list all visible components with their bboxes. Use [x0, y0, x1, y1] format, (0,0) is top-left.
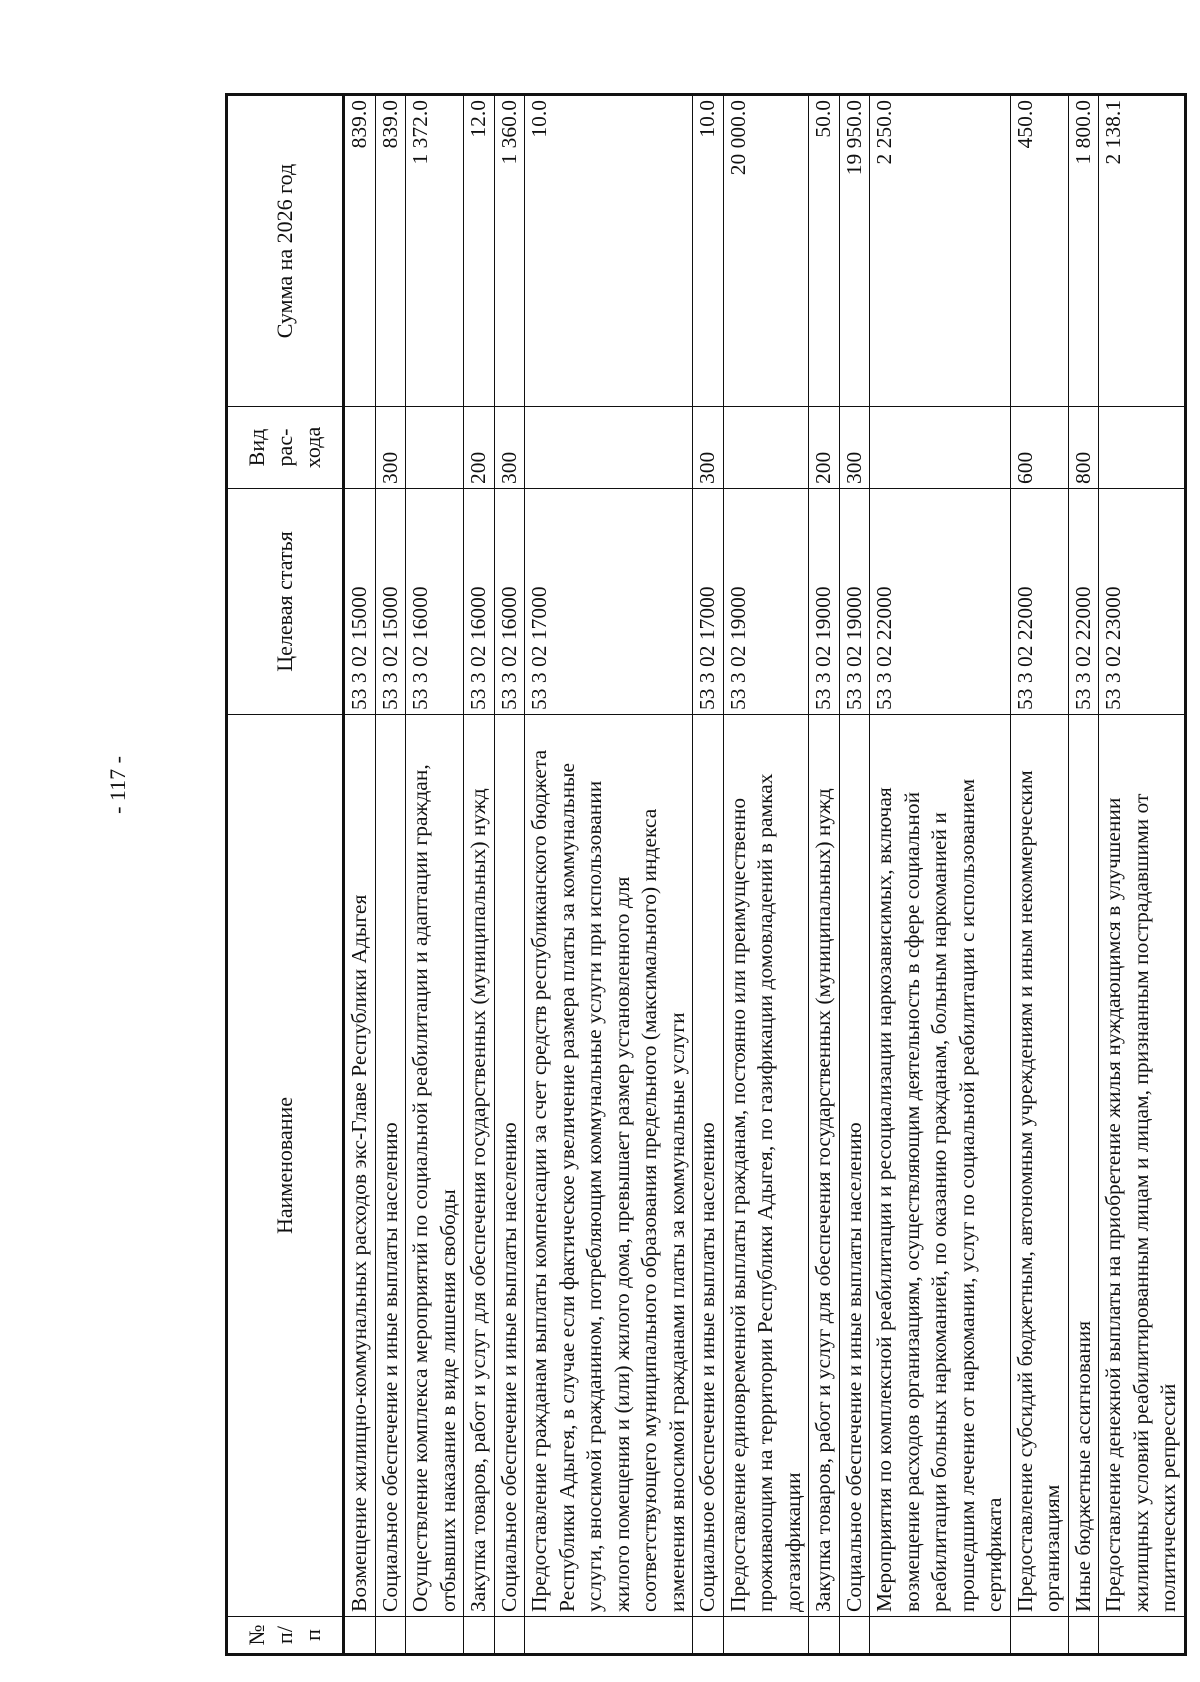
type-cell — [723, 407, 809, 489]
code-cell: 53 3 02 17000 — [693, 489, 724, 715]
name-cell: Осуществление комплекса мероприятий по социальной реабилитации и адаптации граждан, отбывших наказание в виде лишения свободы — [406, 715, 464, 1617]
type-cell: 300 — [693, 407, 724, 489]
code-cell: 53 3 02 19000 — [839, 489, 870, 715]
name-cell: Закупка товаров, работ и услуг для обеспечения государственных (муниципальных) нужд — [464, 715, 495, 1617]
code-cell: 53 3 02 23000 — [1099, 489, 1186, 715]
table-header-row — [227, 95, 344, 1655]
code-cell: 53 3 02 17000 — [525, 489, 693, 715]
type-cell — [344, 407, 376, 489]
num-cell — [494, 1617, 525, 1655]
table-row — [1068, 95, 1099, 1655]
code-cell: 53 3 02 19000 — [809, 489, 840, 715]
num-cell — [870, 1617, 1011, 1655]
table-row — [375, 95, 406, 1655]
name-cell: Предоставление денежной выплаты на приобретение жилья нуждающимся в улучшении жилищных условий реабилитированным лицам и лицам, признанным пострадавшими от политических репрессий — [1099, 715, 1186, 1617]
sum-cell: 1 372.0 — [406, 95, 464, 407]
name-cell: Мероприятия по комплексной реабилитации и ресоциализации наркозависимых, включая возмещение расходов организациям, осуществляющим деятельность в сфере социальной реабилитации больных наркоманией, по оказанию гражданам, больным наркоманией и прошедшим лечение от наркомании, услуг по социальной реабилитации с использованием сертификата — [870, 715, 1011, 1617]
code-cell: 53 3 02 22000 — [870, 489, 1011, 715]
header-num: № п/п — [227, 1617, 344, 1655]
type-cell — [870, 407, 1011, 489]
num-cell — [464, 1617, 495, 1655]
type-cell — [406, 407, 464, 489]
code-cell: 53 3 02 22000 — [1068, 489, 1099, 715]
name-cell: Закупка товаров, работ и услуг для обеспечения государственных (муниципальных) нужд — [809, 715, 840, 1617]
num-cell — [693, 1617, 724, 1655]
code-cell: 53 3 02 16000 — [406, 489, 464, 715]
code-cell: 53 3 02 15000 — [344, 489, 376, 715]
code-cell: 53 3 02 19000 — [723, 489, 809, 715]
type-cell: 300 — [375, 407, 406, 489]
sum-cell: 1 360.0 — [494, 95, 525, 407]
rotated-table-container — [225, 96, 1180, 1656]
sum-cell: 2 250.0 — [870, 95, 1011, 407]
type-cell: 300 — [839, 407, 870, 489]
type-cell: 200 — [464, 407, 495, 489]
sum-cell: 10.0 — [525, 95, 693, 407]
sum-cell: 12.0 — [464, 95, 495, 407]
sum-cell: 10.0 — [693, 95, 724, 407]
type-cell — [1099, 407, 1186, 489]
page-number: - 117 - — [105, 756, 130, 814]
code-cell: 53 3 02 15000 — [375, 489, 406, 715]
name-cell: Социальное обеспечение и иные выплаты населению — [494, 715, 525, 1617]
num-cell — [375, 1617, 406, 1655]
num-cell — [525, 1617, 693, 1655]
name-cell: Предоставление субсидий бюджетным, автономным учреждениям и иным некоммерческим организациям — [1010, 715, 1068, 1617]
table-row — [693, 95, 724, 1655]
num-cell — [344, 1617, 376, 1655]
name-cell: Иные бюджетные ассигнования — [1068, 715, 1099, 1617]
sum-cell: 20 000.0 — [723, 95, 809, 407]
type-cell — [525, 407, 693, 489]
header-code: Целевая статья — [227, 489, 344, 715]
table-row — [1099, 95, 1186, 1655]
num-cell — [1010, 1617, 1068, 1655]
type-cell: 600 — [1010, 407, 1068, 489]
sum-cell: 450.0 — [1010, 95, 1068, 407]
table-row — [525, 95, 693, 1655]
name-cell: Социальное обеспечение и иные выплаты населению — [839, 715, 870, 1617]
name-cell: Предоставление единовременной выплаты гражданам, постоянно или преимущественно проживающим на территории Республики Адыгея, по газификации домовладений в рамках догазификации — [723, 715, 809, 1617]
sum-cell: 19 950.0 — [839, 95, 870, 407]
sum-cell: 2 138.1 — [1099, 95, 1186, 407]
type-cell: 300 — [494, 407, 525, 489]
name-cell: Социальное обеспечение и иные выплаты населению — [693, 715, 724, 1617]
type-cell: 200 — [809, 407, 840, 489]
sum-cell: 50.0 — [809, 95, 840, 407]
num-cell — [809, 1617, 840, 1655]
sum-cell: 1 800.0 — [1068, 95, 1099, 407]
table-row — [344, 95, 376, 1655]
sum-cell: 839.0 — [375, 95, 406, 407]
name-cell: Социальное обеспечение и иные выплаты населению — [375, 715, 406, 1617]
code-cell: 53 3 02 16000 — [464, 489, 495, 715]
name-cell: Предоставление гражданам выплаты компенсации за счет средств республиканского бюджета Республики Адыгея, в случае если фактическое увеличение размера платы за коммунальные услуги, вносимой гражданином, потребляющим коммунальные услуги при использовании жилого помещения и (или) жилого дома, превышает размер установленного для соответствующего муниципального образования предельного (максимального) индекса изменения вносимой гражданами платы за коммунальные услуги — [525, 715, 693, 1617]
table-row — [406, 95, 464, 1655]
header-type: Вид рас-хода — [227, 407, 344, 489]
num-cell — [839, 1617, 870, 1655]
header-name: Наименование — [227, 715, 344, 1617]
sum-cell: 839.0 — [344, 95, 376, 407]
table-row — [464, 95, 495, 1655]
table-row — [839, 95, 870, 1655]
code-cell: 53 3 02 22000 — [1010, 489, 1068, 715]
table-row — [494, 95, 525, 1655]
budget-table — [225, 93, 1187, 1656]
num-cell — [406, 1617, 464, 1655]
name-cell: Возмещение жилищно-коммунальных расходов экс-Главе Республики Адыгея — [344, 715, 376, 1617]
table-row — [1010, 95, 1068, 1655]
type-cell: 800 — [1068, 407, 1099, 489]
num-cell — [723, 1617, 809, 1655]
table-row — [809, 95, 840, 1655]
num-cell — [1068, 1617, 1099, 1655]
num-cell — [1099, 1617, 1186, 1655]
code-cell: 53 3 02 16000 — [494, 489, 525, 715]
header-sum: Сумма на 2026 год — [227, 95, 344, 407]
table-row — [870, 95, 1011, 1655]
table-row — [723, 95, 809, 1655]
